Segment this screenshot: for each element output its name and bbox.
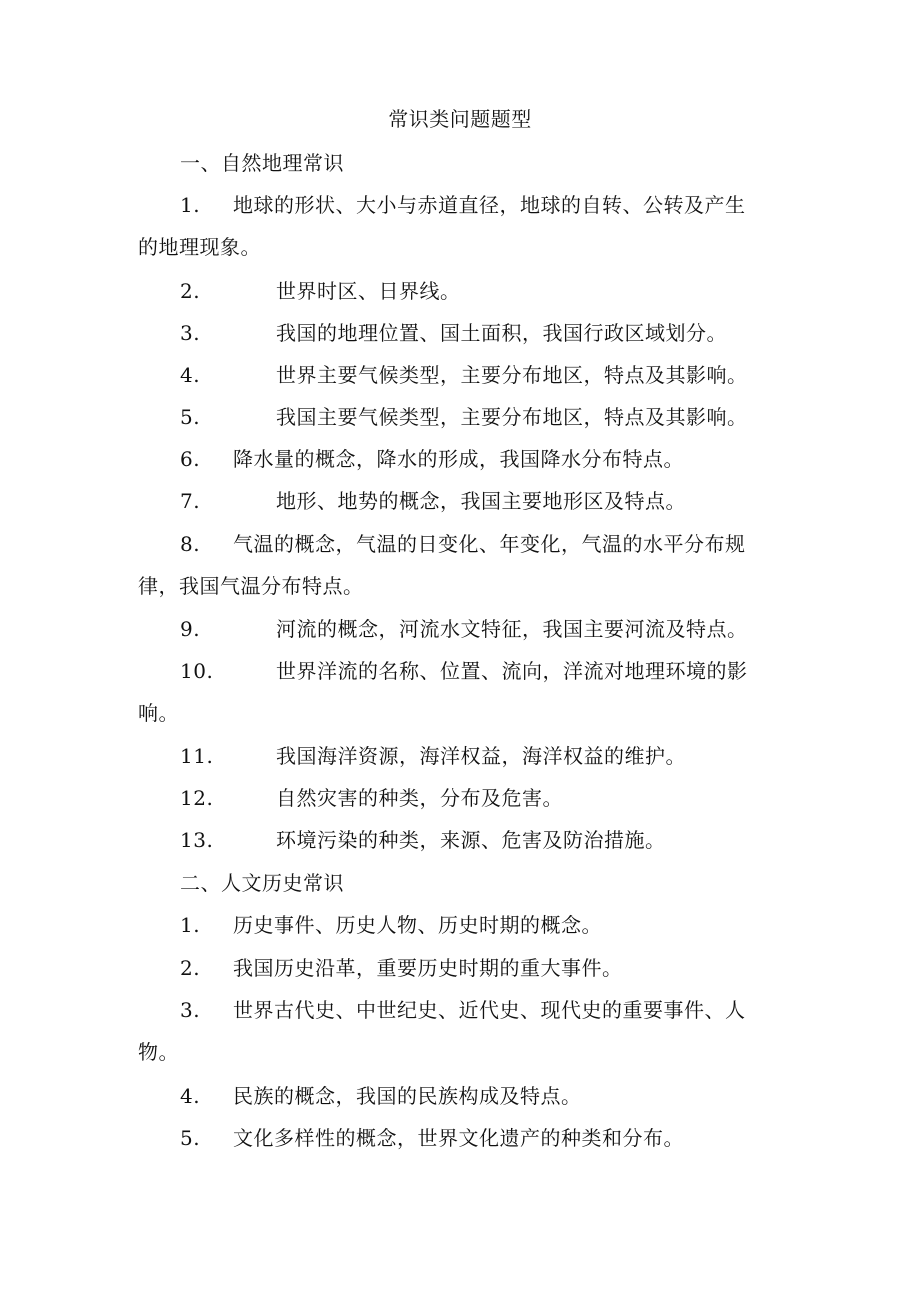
item-number: 3.	[180, 998, 201, 1022]
item-number: 5.	[180, 1126, 201, 1150]
item-text: 我国主要气候类型，主要分布地区，特点及其影响。	[276, 405, 748, 429]
item-number: 6.	[180, 447, 201, 471]
item-number: 13.	[180, 828, 214, 852]
item-number: 8.	[180, 532, 201, 556]
item-number: 2.	[180, 956, 201, 980]
item-text: 河流的概念，河流水文特征，我国主要河流及特点。	[276, 617, 748, 641]
item-text: 世界洋流的名称、位置、流向，洋流对地理环境的影	[276, 659, 748, 683]
item-continuation: 律，我国气温分布特点。	[138, 574, 364, 598]
item-number: 7.	[180, 489, 201, 513]
item-number: 4.	[180, 1084, 201, 1108]
page-title: 常识类问题题型	[388, 107, 532, 131]
item-continuation: 响。	[138, 701, 179, 725]
item-number: 1.	[180, 913, 201, 937]
item-number: 10.	[180, 659, 214, 683]
item-text: 地球的形状、大小与赤道直径，地球的自转、公转及产生	[233, 193, 746, 217]
item-number: 12.	[180, 786, 214, 810]
item-text: 降水量的概念，降水的形成，我国降水分布特点。	[233, 447, 684, 471]
item-number: 5.	[180, 405, 201, 429]
item-text: 自然灾害的种类，分布及危害。	[276, 786, 563, 810]
item-text: 世界主要气候类型，主要分布地区，特点及其影响。	[276, 363, 748, 387]
section-heading-natural-geography: 一、自然地理常识	[180, 151, 344, 175]
item-number: 11.	[180, 744, 214, 768]
item-text: 我国历史沿革，重要历史时期的重大事件。	[233, 956, 623, 980]
item-continuation: 的地理现象。	[138, 235, 261, 259]
item-number: 3.	[180, 321, 201, 345]
item-text: 历史事件、历史人物、历史时期的概念。	[233, 913, 602, 937]
item-number: 2.	[180, 279, 201, 303]
item-text: 世界时区、日界线。	[276, 279, 461, 303]
item-text: 地形、地势的概念，我国主要地形区及特点。	[276, 489, 686, 513]
item-text: 世界古代史、中世纪史、近代史、现代史的重要事件、人	[233, 998, 746, 1022]
item-continuation: 物。	[138, 1040, 179, 1064]
item-text: 我国的地理位置、国土面积，我国行政区域划分。	[276, 321, 727, 345]
item-text: 文化多样性的概念，世界文化遗产的种类和分布。	[233, 1126, 684, 1150]
item-text: 气温的概念，气温的日变化、年变化，气温的水平分布规	[233, 532, 746, 556]
item-number: 9.	[180, 617, 201, 641]
item-text: 环境污染的种类，来源、危害及防治措施。	[276, 828, 666, 852]
item-number: 4.	[180, 363, 201, 387]
item-text: 民族的概念，我国的民族构成及特点。	[233, 1084, 582, 1108]
section-heading-humanities-history: 二、人文历史常识	[180, 871, 344, 895]
item-number: 1.	[180, 193, 201, 217]
item-text: 我国海洋资源，海洋权益，海洋权益的维护。	[276, 744, 686, 768]
